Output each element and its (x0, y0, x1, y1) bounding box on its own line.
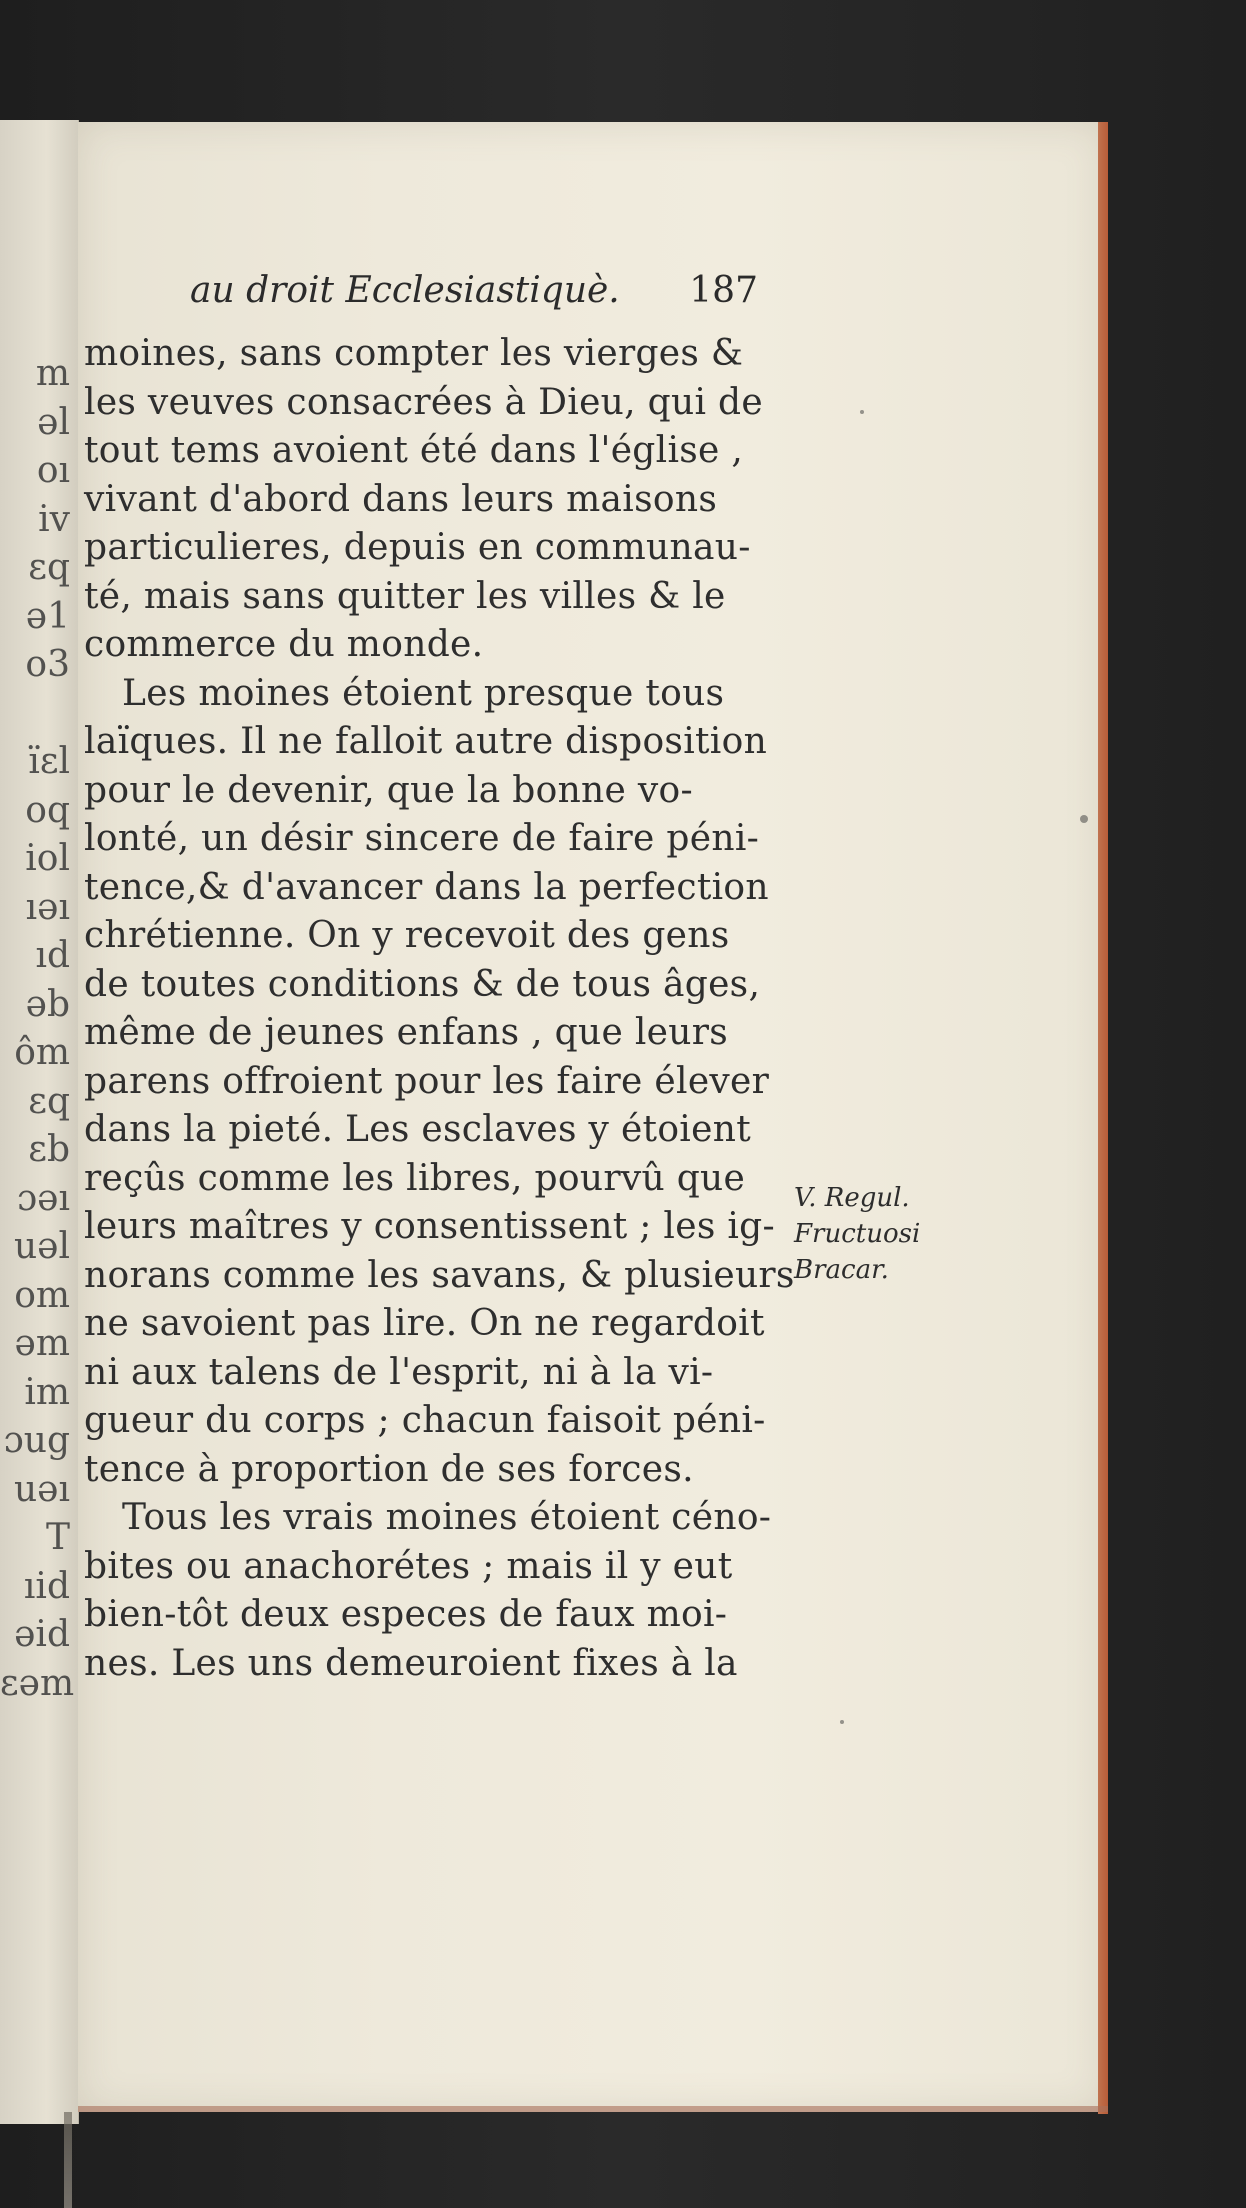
text-line: té, mais sans quitter les villes & le (84, 575, 726, 617)
facing-page-fragment: m (35, 353, 70, 394)
text-line: même de jeunes enfans , que leurs (84, 1012, 729, 1053)
text-line: Les moines étoient presque tous (122, 672, 725, 714)
text-line: dans la pieté. Les esclaves y étoient (84, 1109, 751, 1150)
text-line: commerce du monde. (84, 624, 484, 665)
facing-page-fragment: uəl (13, 1226, 70, 1267)
text-line: les veuves consacrées à Dieu, qui de (84, 381, 763, 423)
page-bottom-edge (78, 2106, 1108, 2112)
ink-speck (840, 1720, 844, 1724)
text-line: bien-tôt deux especes de faux moi- (84, 1594, 728, 1635)
facing-page-text-fragments (0, 350, 75, 1708)
body-text (84, 330, 795, 1688)
text-line: parens offroient pour les faire élever (84, 1060, 770, 1102)
facing-page-fragment: əl (37, 401, 70, 443)
facing-page-fragment: iol (25, 838, 70, 879)
text-line: particulieres, depuis en communau- (84, 527, 751, 568)
text-line: lonté, un désir sincere de faire péni- (84, 818, 760, 859)
facing-page-fragment: o3 (25, 644, 70, 685)
facing-page-fragment: ɛq (28, 547, 70, 588)
text-line: ni aux talens de l'esprit, ni à la vi- (84, 1351, 714, 1393)
page-number: 187 (689, 270, 758, 311)
text-line: gueur du corps ; chacun faisoit péni- (84, 1400, 766, 1441)
facing-page-fragment: ɔəı (17, 1177, 70, 1219)
facing-page-fragment: uəı (13, 1468, 70, 1510)
text-line: leurs maîtres y consentissent ; les ig- (84, 1206, 775, 1247)
facing-page-fragment: ə1 (25, 595, 70, 637)
text-line: nes. Les uns demeuroient fixes à la (84, 1642, 738, 1684)
ink-speck (1080, 815, 1088, 823)
text-line: reçûs comme les libres, pourvû que (84, 1157, 746, 1199)
facing-page-fragment: ôm (14, 1032, 70, 1073)
margin-note-line: Fructuosi (794, 1219, 921, 1249)
facing-page-fragment: ɔug (3, 1420, 70, 1461)
margin-note-line: Bracar. (794, 1255, 889, 1285)
running-header (190, 270, 770, 326)
text-line: ne savoient pas lire. On ne regardoit (84, 1303, 765, 1344)
facing-page-fragment: ıd (35, 935, 70, 976)
text-line: chrétienne. On y recevoit des gens (84, 915, 730, 956)
facing-page-fragment: ɛq (28, 1080, 70, 1122)
binding-gutter (64, 2112, 72, 2208)
text-line: moines, sans compter les vierges & (84, 333, 744, 374)
text-line: tout tems avoient été dans l'église , (84, 430, 744, 471)
facing-page-edge (0, 120, 79, 2124)
text-line: laïques. Il ne falloit autre disposition (84, 721, 768, 762)
text-line: de toutes conditions & de tous âges, (84, 963, 761, 1005)
text-line: Tous les vrais moines étoient céno- (122, 1497, 772, 1538)
text-line: tence à proportion de ses forces. (84, 1448, 694, 1490)
facing-page-fragment: T (45, 1517, 70, 1558)
facing-page-fragment: iv (38, 498, 70, 540)
facing-page-fragment: ıid (23, 1565, 70, 1607)
facing-page-fragment: im (24, 1371, 70, 1413)
facing-page-fragment: ïɛl (28, 741, 70, 782)
text-line: pour le devenir, que la bonne vo- (84, 769, 693, 811)
text-line: tence,& d'avancer dans la perfection (84, 866, 769, 908)
margin-note (794, 1180, 954, 1288)
ink-speck (860, 410, 864, 414)
facing-page-fragment: əid (14, 1614, 70, 1655)
facing-page-fragment: oq (25, 789, 70, 831)
facing-page-fragment (0, 690, 70, 739)
facing-page-fragment: ıəı (25, 886, 70, 928)
facing-page-fragment: ɛəm (0, 1662, 75, 1704)
text-line: bites ou anachorétes ; mais il y eut (84, 1545, 733, 1587)
facing-page-fragment: əb (25, 983, 70, 1025)
facing-page-fragment: oı (36, 450, 70, 491)
page-red-edge (1098, 122, 1108, 2114)
text-line: norans comme les savans, & plusieurs (84, 1254, 795, 1296)
facing-page-fragment: om (14, 1274, 70, 1316)
running-title: au droit Ecclesiastiquè. (190, 270, 620, 311)
facing-page-fragment: ɛb (28, 1129, 70, 1170)
facing-page-fragment: əm (14, 1323, 70, 1364)
text-line: vivant d'abord dans leurs maisons (84, 478, 718, 520)
margin-note-line: V. Regul. (794, 1183, 910, 1213)
